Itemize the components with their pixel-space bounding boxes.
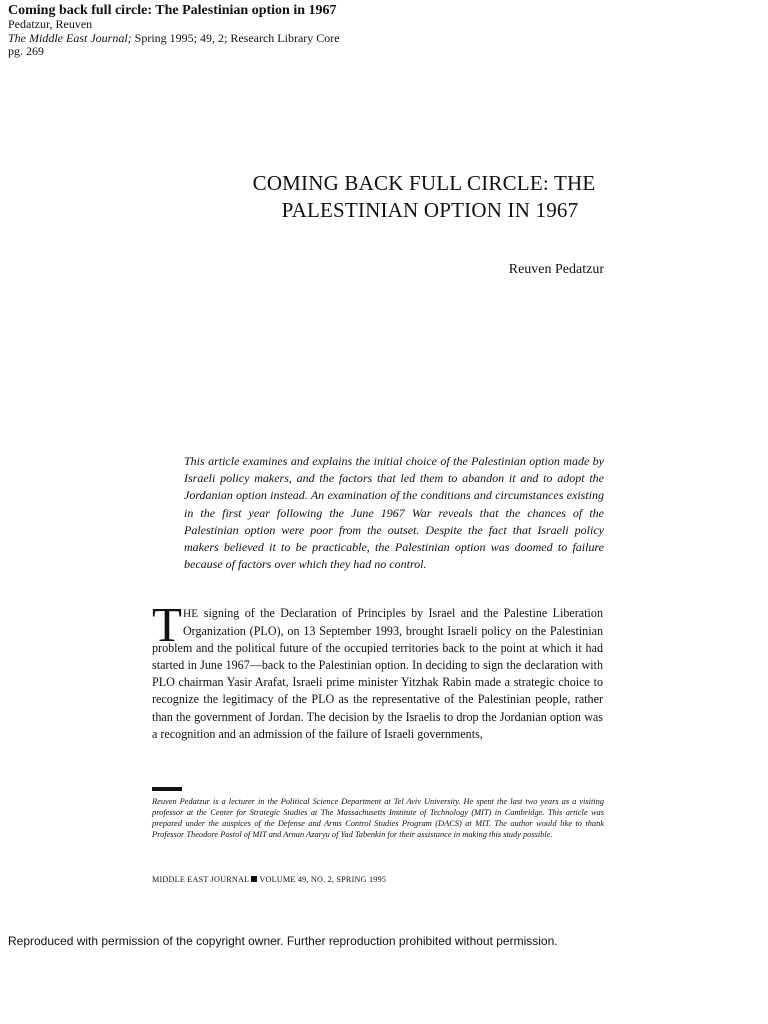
footnote-divider (152, 787, 182, 791)
citation-author: Pedatzur, Reuven (8, 17, 93, 31)
author-footnote: Reuven Pedatzur is a lecturer in the Political Science Department at Tel Aviv University. He spent the last two years as a visiting professor at the Center for Strategic Studies at The Massachusetts Institute of Technology (MIT) in Cambridge. This article was prepared under the auspices of the Defense and Arms Control Studies Program (DACS) at MIT. The author would like to thank Professor Theodore Postol of MIT and Arnan Azaryu of Yad Tabenkin for their assistance in making this study possible. (152, 797, 604, 840)
citation-page: pg. 269 (8, 44, 44, 58)
citation-source (8, 32, 340, 46)
citation-journal: The Middle East Journal; (8, 30, 132, 45)
body-lead-in: HE (182, 608, 199, 620)
citation-details: Spring 1995; 49, 2; Research Library Core (131, 30, 340, 45)
citation-header (8, 3, 340, 59)
article-title-line-1: COMING BACK FULL CIRCLE: THE (252, 171, 596, 195)
journal-name: MIDDLE EAST JOURNAL (152, 875, 250, 884)
square-bullet-icon (251, 876, 257, 882)
citation-title: Coming back full circle: The Palestinian option in 1967 (8, 3, 337, 18)
permission-notice: Reproduced with permission of the copyright owner. Further reproduction prohibited without permission. (8, 934, 558, 948)
article-title (190, 170, 650, 224)
article-abstract: This article examines and explains the initial choice of the Palestinian option made by Israeli policy makers, and the factors that led them to abandon it and to adopt the Jordanian option instead. An examination of the conditions and circumstances existing in the first year following the June 1967 War reveals that the chances of the Palestinian option were poor from the outset. Despite the fact that Israeli policy makers believed it to be practicable, the Palestinian option was doomed to failure because of factors over which they had no control. (184, 454, 604, 572)
article-title-line-2: PALESTINIAN OPTION IN 1967 (281, 198, 579, 222)
journal-volume: VOLUME 49, NO. 2, SPRING 1995 (259, 875, 387, 884)
article-author: Reuven Pedatzur (508, 262, 604, 277)
body-paragraph: signing of the Declaration of Principles by Israel and the Palestine Liberation Organization (PLO), on 13 September 1993, brought Israeli policy on the Palestinian problem and the political future of the occupied territories back to the point at which it had started in June 1967—back to the Palestinian option. In deciding to sign the declaration with PLO chairman Yasir Arafat, Israeli prime minister Yitzhak Rabin made a strategic choice to recognize the legitimacy of the PLO as the representative of the Palestinian people, rather than the government of Jordan. The decision by the Israelis to drop the Jordanian option was a recognition and an admission of the failure of Israeli governments, (152, 606, 603, 741)
article-body (152, 597, 603, 743)
drop-cap: T (152, 597, 182, 652)
journal-footer (152, 875, 386, 884)
